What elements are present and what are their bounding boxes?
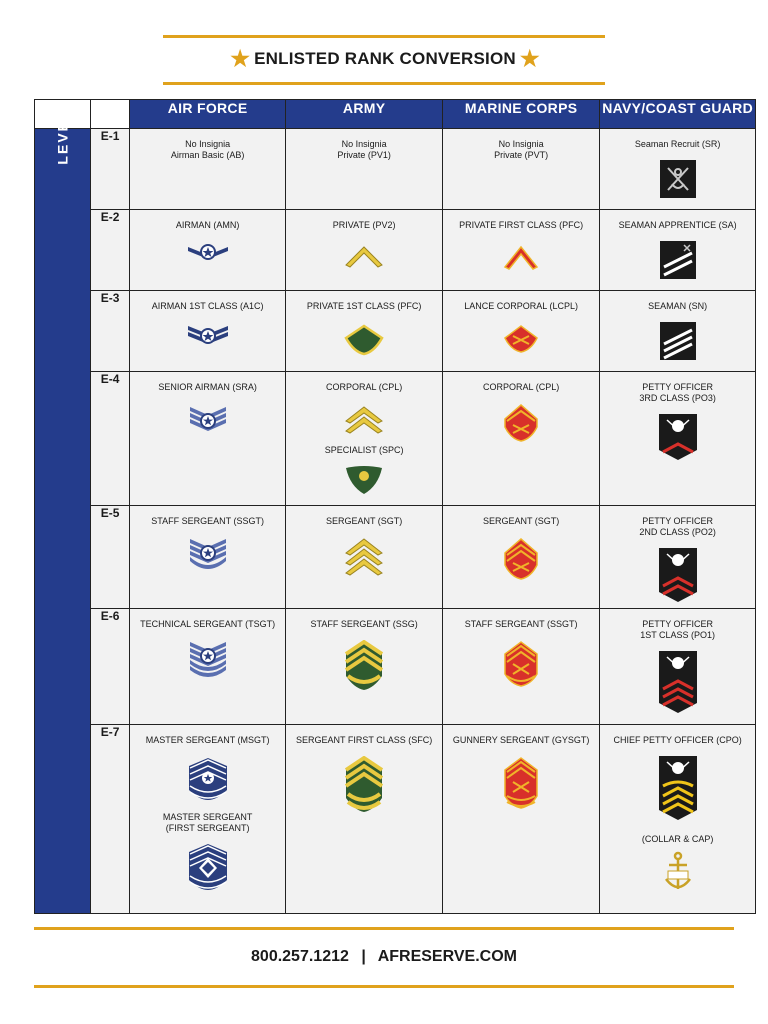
- army-e7-cell: [286, 725, 443, 914]
- seaman-stripes-icon: [660, 322, 696, 360]
- mc-e1-label: No Insignia Private (PVT): [494, 139, 549, 160]
- table-row: [35, 372, 756, 506]
- table-row: [35, 725, 756, 914]
- bottom-rule-lower: [34, 985, 734, 988]
- petty-officer-third-class-insignia-icon: [659, 414, 697, 460]
- grade-label: E-6: [91, 609, 130, 725]
- navy-e7-cell: [600, 725, 756, 914]
- army-staff-sergeant-insignia-icon: [344, 640, 384, 692]
- airman-first-class-insignia-icon: [186, 322, 230, 348]
- table-row: [35, 210, 756, 291]
- chief-petty-officer-insignia-icon: [659, 756, 697, 820]
- seaman-recruit-insignia-icon: [660, 160, 696, 198]
- army-corporal-chevron-icon: [344, 403, 384, 437]
- af-e7-first-sergeant-label: MASTER SERGEANT (FIRST SERGEANT): [162, 812, 253, 833]
- af-e5-label: STAFF SERGEANT (SSGT): [151, 516, 264, 526]
- mc-e7-label: GUNNERY SERGEANT (GYSGT): [452, 735, 590, 745]
- top-rule-upper: [163, 35, 605, 38]
- grade-label: E-3: [91, 291, 130, 372]
- army-e4-cell: [286, 372, 443, 506]
- table-row: [35, 609, 756, 725]
- table-row: [35, 291, 756, 372]
- mc-e1-cell: [443, 129, 600, 210]
- mc-e3-cell: [443, 291, 600, 372]
- mc-e2-label: PRIVATE FIRST CLASS (PFC): [459, 220, 584, 230]
- army-e5-cell: [286, 506, 443, 609]
- navy-e4-label: PETTY OFFICER 3RD CLASS (PO3): [639, 382, 716, 403]
- page-title: [165, 46, 605, 76]
- marine-pfc-chevron-icon: [503, 241, 539, 271]
- branch-header-air-force: AIR FORCE: [130, 100, 286, 129]
- navy-e1-label: Seaman Recruit (SR): [634, 139, 721, 149]
- af-e3-label: AIRMAN 1ST CLASS (A1C): [151, 301, 264, 311]
- rank-table: [34, 99, 756, 914]
- mc-e5-cell: [443, 506, 600, 609]
- mc-e2-cell: [443, 210, 600, 291]
- mc-e5-label: SERGEANT (SGT): [482, 516, 560, 526]
- navy-e6-label: PETTY OFFICER 1ST CLASS (PO1): [640, 619, 716, 640]
- airman-insignia-icon: [186, 241, 230, 263]
- master-sergeant-insignia-icon: [187, 756, 229, 802]
- army-pfc-insignia-icon: [344, 322, 384, 356]
- army-e4-label: CORPORAL (CPL): [326, 382, 403, 392]
- mc-e6-label: STAFF SERGEANT (SSGT): [464, 619, 578, 629]
- senior-airman-insignia-icon: [188, 403, 228, 433]
- marine-staff-sergeant-insignia-icon: [503, 640, 539, 688]
- petty-officer-second-class-insignia-icon: [659, 548, 697, 602]
- table-row: [35, 129, 756, 210]
- navy-e7-collar-label: (COLLAR & CAP): [641, 834, 714, 844]
- navy-e5-label: PETTY OFFICER 2ND CLASS (PO2): [639, 516, 716, 537]
- grade-label: E-2: [91, 210, 130, 291]
- footer-phone[interactable]: 800.257.1212: [251, 948, 349, 965]
- af-e2-cell: [130, 210, 286, 291]
- af-e4-label: SENIOR AIRMAN (SRA): [158, 382, 257, 392]
- af-e6-cell: [130, 609, 286, 725]
- army-sergeant-chevron-icon: [344, 537, 384, 577]
- level-sidebar: [35, 109, 91, 914]
- af-e1-cell: [130, 129, 286, 210]
- army-e3-cell: [286, 291, 443, 372]
- navy-e3-cell: [600, 291, 756, 372]
- header-row: [35, 100, 756, 129]
- mc-e4-cell: [443, 372, 600, 506]
- marine-sergeant-insignia-icon: [503, 537, 539, 581]
- navy-e2-label: SEAMAN APPRENTICE (SA): [618, 220, 737, 230]
- grade-label: E-5: [91, 506, 130, 609]
- army-e2-label: PRIVATE (PV2): [332, 220, 396, 230]
- star-icon: ★: [230, 46, 251, 71]
- top-rule-lower: [163, 82, 605, 85]
- army-e1-label: No Insignia Private (PV1): [337, 139, 391, 160]
- army-specialist-insignia-icon: [344, 462, 384, 496]
- grade-label: E-4: [91, 372, 130, 506]
- army-e2-cell: [286, 210, 443, 291]
- footer-separator: |: [361, 948, 366, 965]
- header-blank: [91, 100, 130, 129]
- mc-e7-cell: [443, 725, 600, 914]
- navy-e3-label: SEAMAN (SN): [648, 301, 708, 311]
- title-text: ENLISTED RANK CONVERSION: [254, 49, 516, 68]
- af-e1-label: No Insignia Airman Basic (AB): [170, 139, 245, 160]
- bottom-rule-upper: [34, 927, 734, 930]
- footer-website-link[interactable]: AFRESERVE.COM: [377, 948, 517, 965]
- af-e7-label: MASTER SERGEANT (MSGT): [145, 735, 270, 745]
- af-e4-cell: [130, 372, 286, 506]
- marine-lance-corporal-insignia-icon: [503, 322, 539, 354]
- navy-e6-cell: [600, 609, 756, 725]
- branch-header-army: ARMY: [286, 100, 443, 129]
- army-e3-label: PRIVATE 1ST CLASS (PFC): [306, 301, 422, 311]
- navy-e5-cell: [600, 506, 756, 609]
- af-e3-cell: [130, 291, 286, 372]
- technical-sergeant-insignia-icon: [188, 640, 228, 678]
- star-icon: ★: [519, 46, 540, 71]
- seaman-apprentice-stripes-icon: [660, 241, 696, 279]
- footer-contact: [34, 948, 734, 966]
- army-e6-cell: [286, 609, 443, 725]
- af-e7-cell: [130, 725, 286, 914]
- army-e4-specialist-label: SPECIALIST (SPC): [324, 445, 404, 455]
- af-e2-label: AIRMAN (AMN): [175, 220, 240, 230]
- navy-e1-cell: [600, 129, 756, 210]
- mc-e4-label: CORPORAL (CPL): [483, 382, 560, 392]
- af-e5-cell: [130, 506, 286, 609]
- army-e7-label: SERGEANT FIRST CLASS (SFC): [296, 735, 433, 745]
- af-e6-label: TECHNICAL SERGEANT (TSGT): [140, 619, 276, 629]
- army-e6-label: STAFF SERGEANT (SSG): [310, 619, 418, 629]
- army-sergeant-first-class-insignia-icon: [344, 756, 384, 814]
- grade-label: E-1: [91, 129, 130, 210]
- army-e5-label: SERGEANT (SGT): [325, 516, 403, 526]
- navy-e4-cell: [600, 372, 756, 506]
- mc-e6-cell: [443, 609, 600, 725]
- table-row: [35, 506, 756, 609]
- marine-corporal-insignia-icon: [503, 403, 539, 443]
- army-private-chevron-icon: [344, 241, 384, 269]
- grade-label: E-7: [91, 725, 130, 914]
- mc-e3-label: LANCE CORPORAL (LCPL): [464, 301, 578, 311]
- cpo-collar-anchor-icon: [663, 851, 693, 895]
- first-sergeant-insignia-icon: [187, 842, 229, 892]
- navy-e7-label: CHIEF PETTY OFFICER (CPO): [613, 735, 742, 745]
- branch-header-navy-coast-guard: NAVY/COAST GUARD: [600, 100, 756, 129]
- navy-e2-cell: [600, 210, 756, 291]
- staff-sergeant-insignia-icon: [188, 537, 228, 571]
- level-label: LEVEL: [54, 109, 71, 165]
- branch-header-marine-corps: MARINE CORPS: [443, 100, 600, 129]
- marine-gunnery-sergeant-insignia-icon: [503, 756, 539, 810]
- army-e1-cell: [286, 129, 443, 210]
- petty-officer-first-class-insignia-icon: [659, 651, 697, 713]
